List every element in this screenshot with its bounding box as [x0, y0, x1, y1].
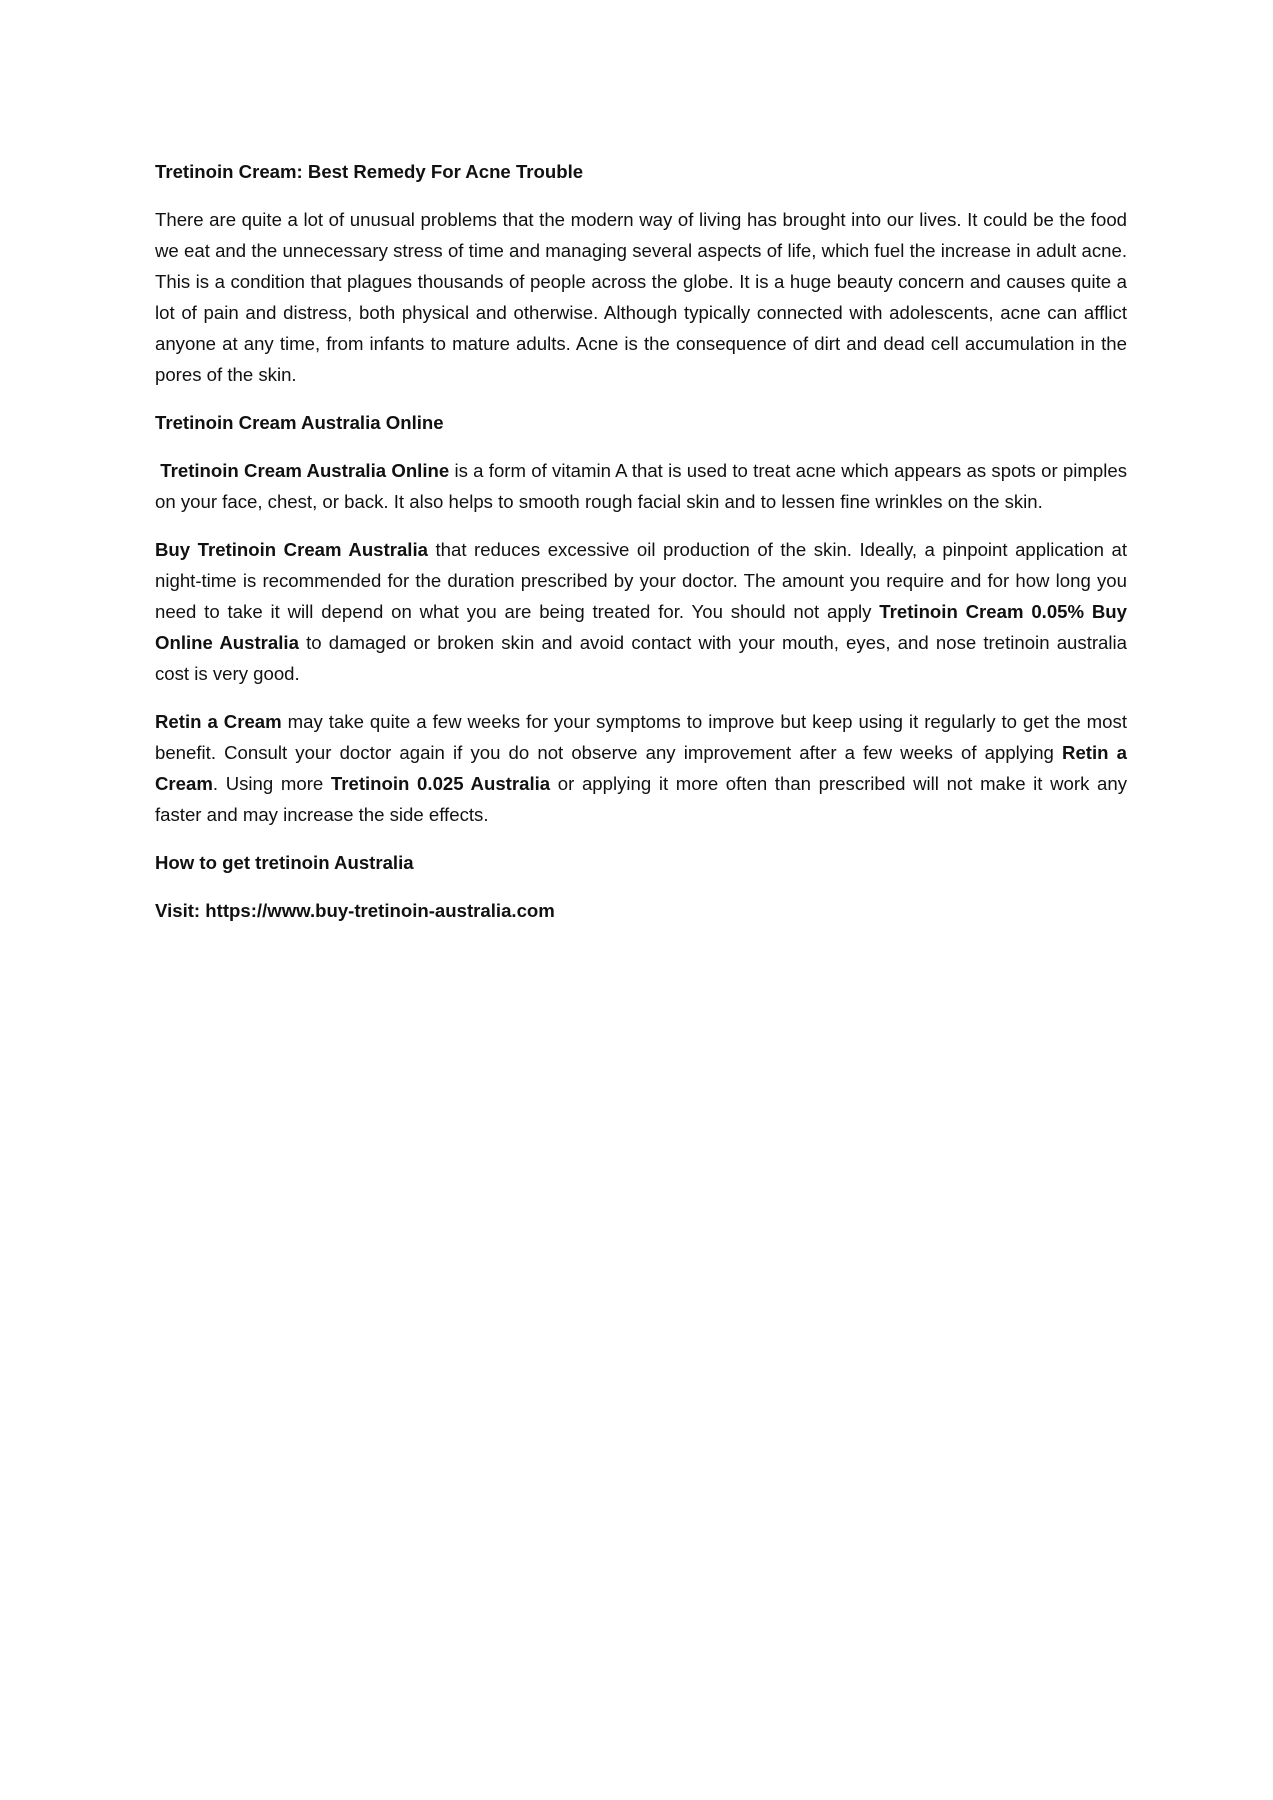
paragraph-text: or applying it more often than prescribed will not make it work any faster and may increase the side effects. [155, 773, 1128, 825]
visit-url: Visit: https://www.buy-tretinoin-australia.com [155, 900, 555, 921]
intro-paragraph: There are quite a lot of unusual problems that the modern way of living has brought into our lives. It could be the food we eat and the unnecessary stress of time and managing several aspects of life, which fuel the increase in adult acne. This is a condition that plagues thousands of people across the globe. It is a huge beauty concern and causes quite a lot of pain and distress, both physical and otherwise. Although typically connected with adolescents, acne can afflict anyone at any time, from infants to mature adults. Acne is the consequence of dirt and dead cell accumulation in the pores of the skin. [155, 209, 1127, 385]
paragraph-retin-a [155, 706, 1127, 830]
section-heading-online: Tretinoin Cream Australia Online [155, 412, 444, 433]
paragraph-vitamin-a [155, 455, 1127, 517]
paragraph-text: is a form of vitamin A that is used to treat acne which appears as spots or pimples on your face, chest, or back. It also helps to smooth rough facial skin and to lessen fine wrinkles on the skin. [155, 460, 1128, 512]
paragraph-buy [155, 534, 1127, 689]
bold-term: Retin a Cream [155, 742, 1127, 794]
document-page [155, 156, 1127, 943]
paragraph-text: to damaged or broken skin and avoid contact with your mouth, eyes, and nose tretinoin australia cost is very good. [155, 632, 1127, 684]
bold-term: Tretinoin Cream 0.05% Buy Online Australia [155, 601, 1127, 653]
section-heading-how-to-get: How to get tretinoin Australia [155, 852, 414, 873]
bold-term: Buy Tretinoin Cream Australia [155, 539, 428, 560]
paragraph-text: may take quite a few weeks for your symptoms to improve but keep using it regularly to get the most benefit. Consult your doctor again if you do not observe any improvement after a few weeks of applying [155, 711, 1127, 763]
bold-term: Tretinoin 0.025 Australia [330, 773, 551, 794]
paragraph-text: . Using more [212, 773, 331, 794]
document-title: Tretinoin Cream: Best Remedy For Acne Trouble [155, 161, 584, 182]
paragraph-text: that reduces excessive oil production of the skin. Ideally, a pinpoint application at night-time is recommended for the duration prescribed by your doctor. The amount you require and for how long you need to take it will depend on what you are being treated for. You should not apply [155, 539, 1127, 622]
bold-term: Retin a Cream [155, 711, 282, 732]
bold-term: Tretinoin Cream Australia Online [160, 460, 450, 481]
